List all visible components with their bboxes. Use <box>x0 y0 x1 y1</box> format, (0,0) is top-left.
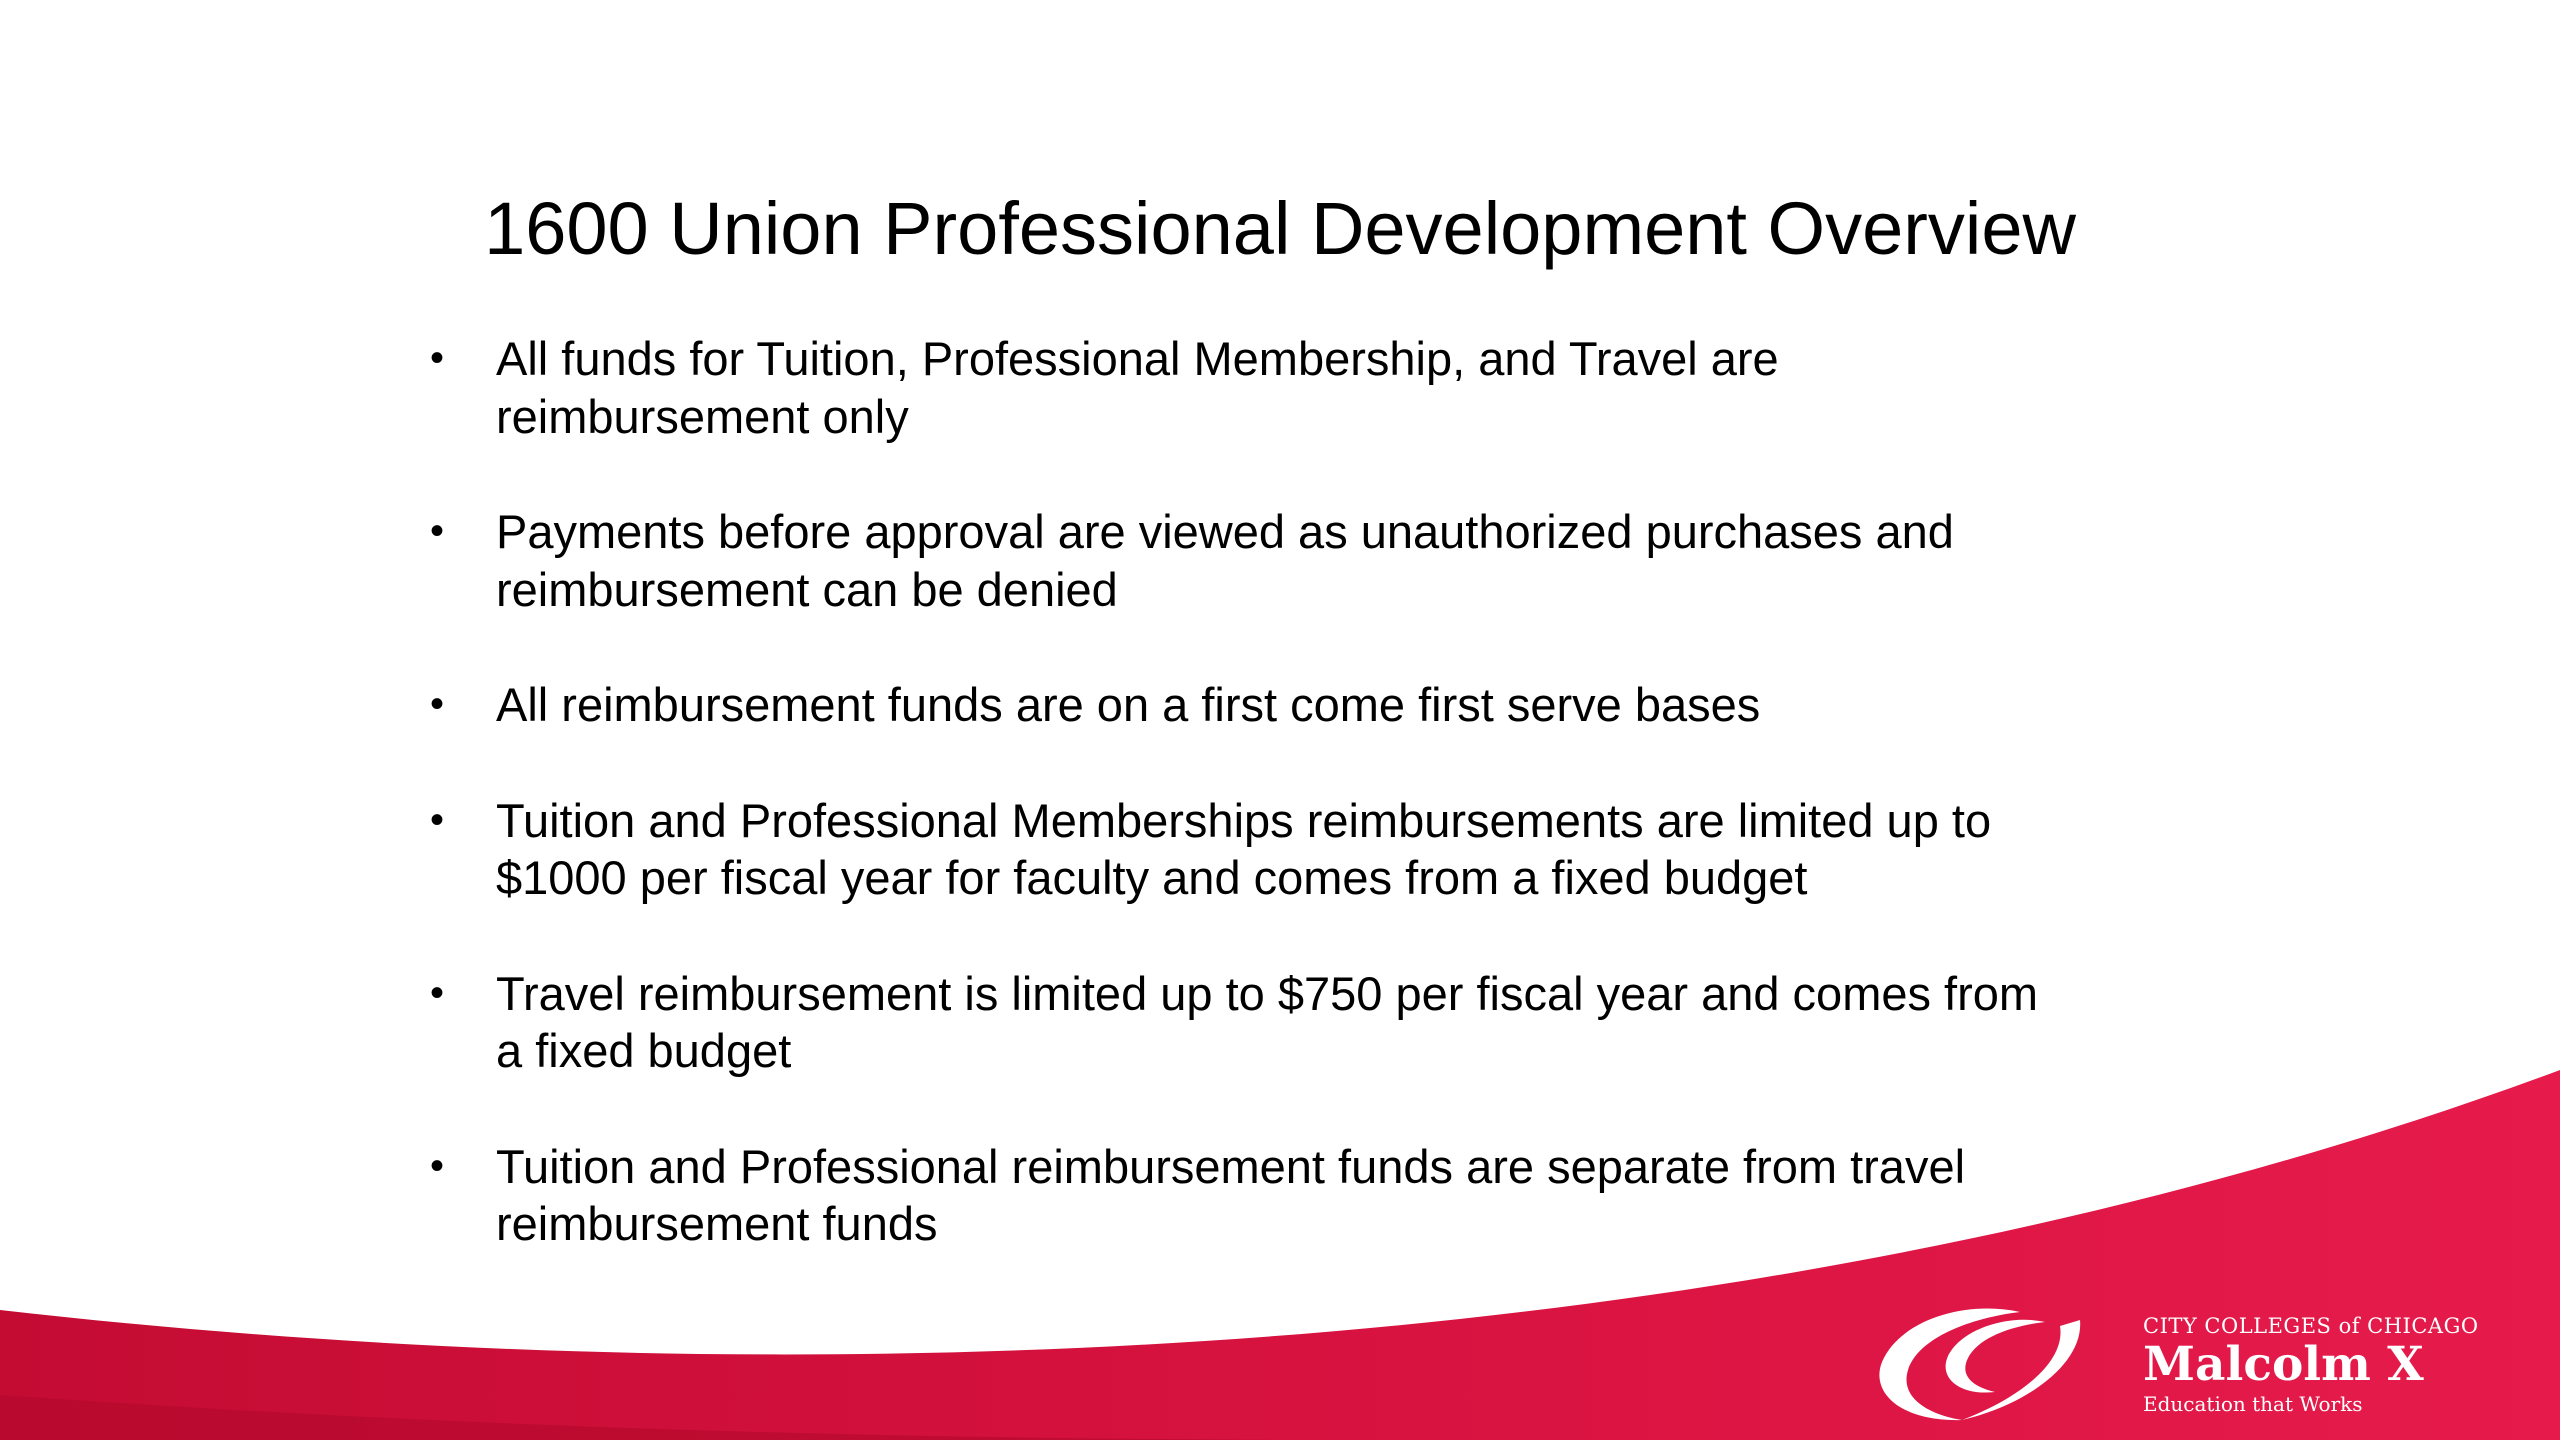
bullet-item <box>430 792 2130 907</box>
brand-org-name: CITY COLLEGES of CHICAGO <box>2143 1314 2479 1338</box>
bullet-dot-icon: • <box>430 970 445 1015</box>
bullet-line: Tuition and Professional reimbursement funds are separate from travel <box>496 1139 1966 1193</box>
bullet-dot-icon: • <box>430 509 445 553</box>
swoosh-logo-icon <box>1870 1300 2090 1425</box>
bullet-line: Travel reimbursement is limited up to $750 per fiscal year and comes from <box>496 966 2039 1020</box>
bullet-dot-icon: • <box>430 336 445 380</box>
bullet-item <box>430 1138 2130 1253</box>
slide-title: 1600 Union Professional Development Overview <box>484 187 2076 270</box>
bullet-item <box>430 330 2130 445</box>
bullet-line: Tuition and Professional Memberships reimbursements are limited up to <box>496 793 1992 847</box>
bullet-line: reimbursement can be denied <box>496 562 1118 616</box>
bullet-line: reimbursement funds <box>496 1197 938 1250</box>
bullet-dot-icon: • <box>430 797 445 842</box>
bullet-line: a fixed budget <box>496 1024 792 1077</box>
bullet-item <box>430 503 2130 618</box>
bullet-line: $1000 per fiscal year for faculty and comes from a fixed budget <box>496 851 1808 904</box>
bullet-list <box>430 330 2130 1311</box>
brand-tagline: Education that Works <box>2143 1392 2363 1416</box>
brand-college-name: Malcolm X <box>2143 1337 2424 1392</box>
bullet-line: All reimbursement funds are on a first come first serve bases <box>496 678 1761 731</box>
bullet-line: Payments before approval are viewed as unauthorized purchases and <box>496 505 1954 558</box>
bullet-dot-icon: • <box>430 1143 445 1188</box>
bullet-item <box>430 676 2130 734</box>
bullet-dot-icon: • <box>430 682 445 726</box>
bullet-line: reimbursement only <box>496 389 909 443</box>
brand-block <box>2143 1313 2543 1417</box>
bullet-item <box>430 965 2130 1080</box>
bullet-line: All funds for Tuition, Professional Membership, and Travel are <box>496 332 1779 385</box>
